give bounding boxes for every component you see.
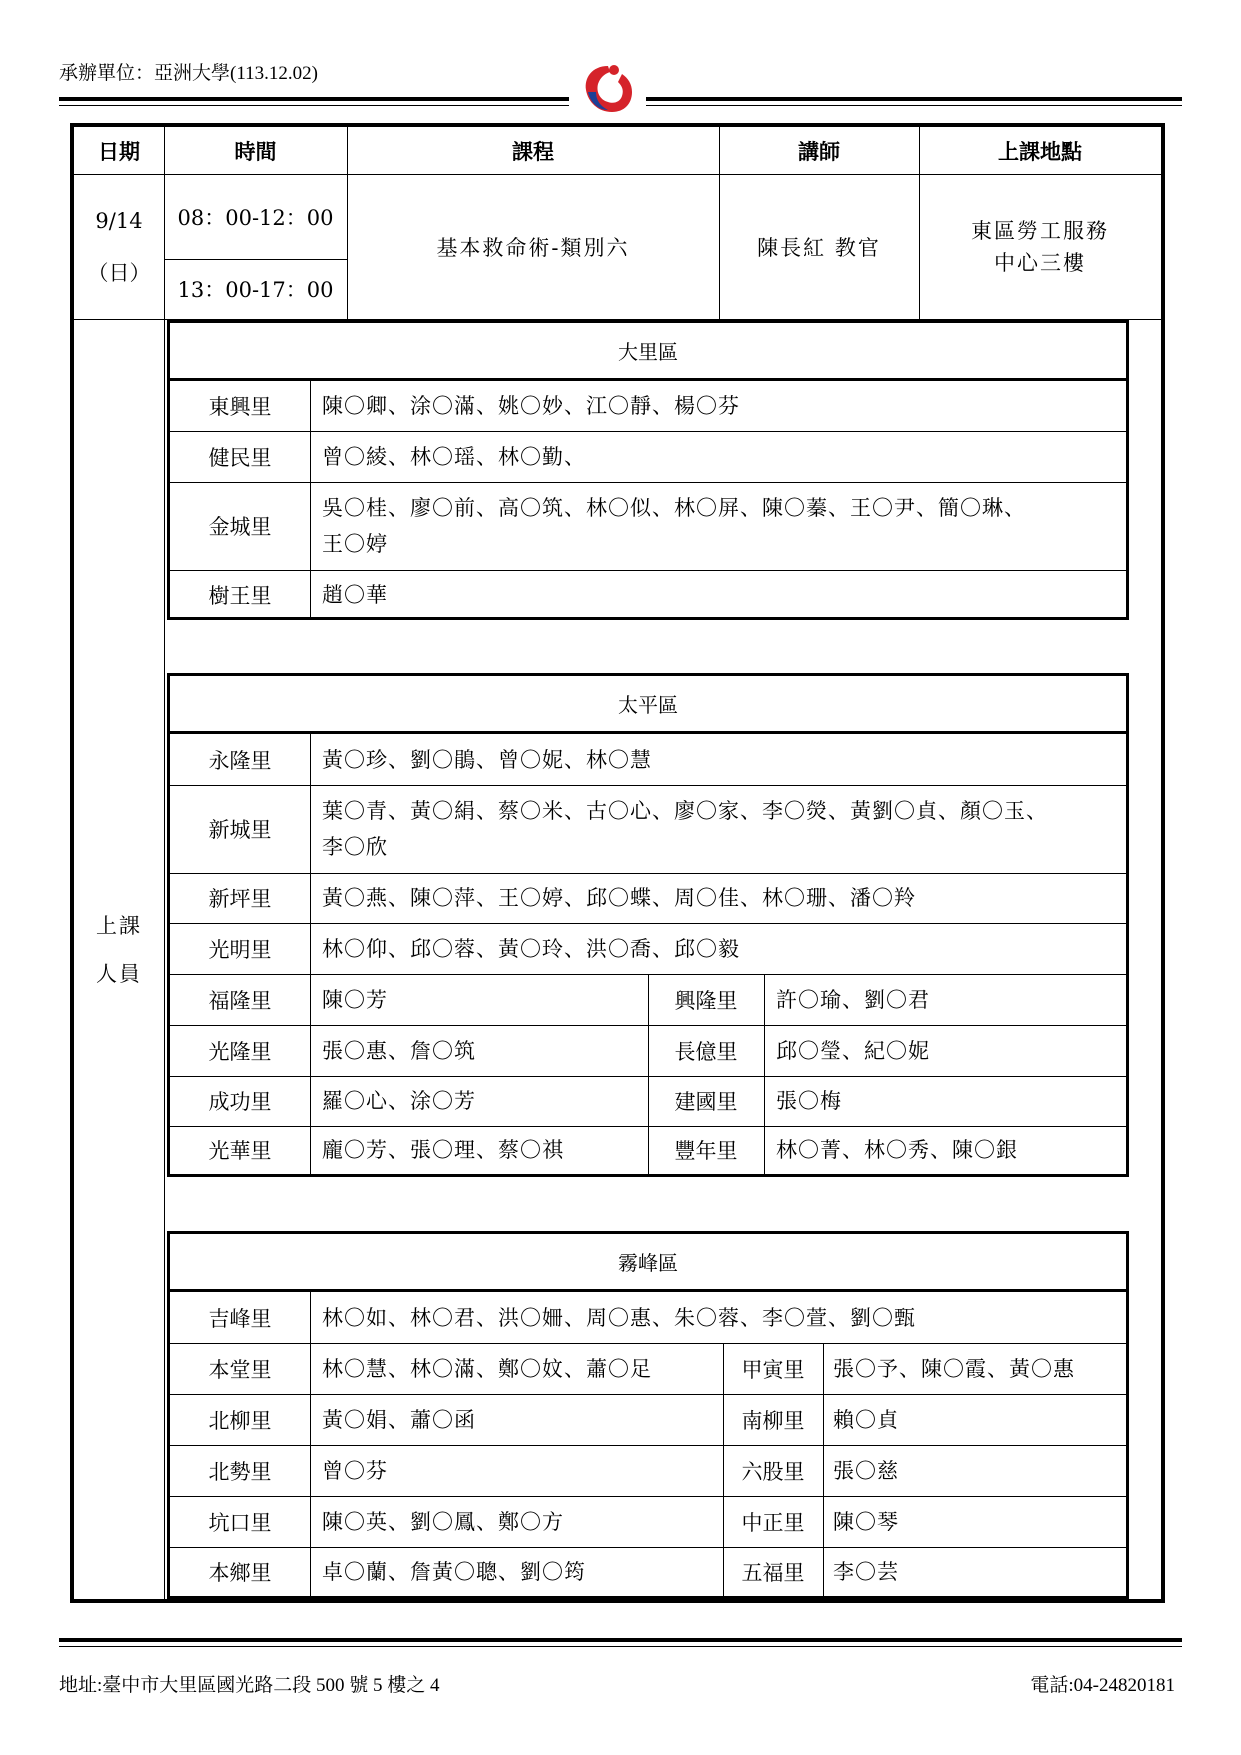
village-people: 黃〇娟、蕭〇函 [322, 1407, 476, 1432]
header-time: 時間 [234, 139, 277, 164]
village-people-line-2: 李〇欣 [322, 835, 388, 859]
village-people: 張〇慈 [833, 1458, 899, 1483]
village-label: 豐年里 [674, 1139, 738, 1163]
time-afternoon: 13：00-17：00 [177, 278, 334, 302]
village-people: 卓〇蘭、詹黃〇聰、劉〇筠 [322, 1560, 586, 1584]
dali-title: 大里區 [618, 340, 678, 364]
date-value: 9/14 [95, 208, 143, 233]
time-morning: 08：00-12：00 [177, 205, 334, 230]
village-label: 新城里 [208, 818, 272, 842]
village-label: 福隆里 [208, 988, 272, 1013]
village-label: 本鄉里 [208, 1561, 272, 1585]
village-label: 永隆里 [208, 748, 272, 773]
header-course: 課程 [512, 139, 554, 164]
weekday-value: （日） [87, 260, 151, 285]
village-people: 李〇芸 [833, 1560, 899, 1584]
attendees-label-line-1: 上課 [96, 914, 142, 938]
village-people-multiline [310, 482, 1126, 570]
village-label: 本堂里 [208, 1357, 272, 1382]
village-label: 南柳里 [741, 1408, 805, 1433]
taiping-title: 太平區 [618, 693, 678, 717]
header-rule-left [59, 97, 569, 101]
header-rule-left-thin [59, 105, 569, 106]
village-label: 坑口里 [208, 1510, 272, 1535]
village-label: 甲寅里 [741, 1357, 805, 1382]
village-label: 建國里 [674, 1090, 738, 1114]
village-people-line-1: 吳〇桂、廖〇前、高〇筑、林〇似、林〇屏、陳〇蓁、王〇尹、簡〇琳、 [322, 496, 1026, 520]
village-people: 曾〇綾、林〇瑶、林〇勤、 [322, 444, 586, 469]
logo-icon [578, 62, 638, 118]
village-label: 吉峰里 [208, 1306, 272, 1331]
village-people: 許〇瑜、劉〇君 [776, 987, 930, 1012]
village-label: 光明里 [208, 937, 272, 962]
village-people: 陳〇芳 [322, 987, 388, 1012]
village-people: 張〇惠、詹〇筑 [322, 1038, 476, 1063]
village-people: 陳〇琴 [833, 1509, 899, 1534]
header-teacher: 講師 [798, 139, 840, 164]
village-label: 成功里 [208, 1090, 272, 1114]
village-people: 趙〇華 [322, 583, 388, 607]
attendees-label-line-2: 人員 [96, 962, 142, 986]
village-label: 光隆里 [208, 1039, 272, 1064]
header-location: 上課地點 [998, 139, 1082, 164]
location-value [919, 174, 1161, 319]
attendees-label [74, 900, 164, 1000]
footer-rule-thin [59, 1646, 1182, 1647]
village-people: 林〇菁、林〇秀、陳〇銀 [776, 1138, 1018, 1162]
location-line-1: 東區勞工服務 [971, 218, 1109, 243]
village-people: 賴〇貞 [833, 1407, 899, 1432]
grid-line [164, 127, 165, 1599]
footer-phone: 電話:04-24820181 [1030, 1675, 1175, 1696]
village-label: 新坪里 [208, 887, 272, 911]
wufeng-title: 霧峰區 [618, 1251, 678, 1275]
village-people: 張〇予、陳〇霞、黃〇惠 [833, 1356, 1075, 1381]
village-label: 五福里 [741, 1561, 805, 1585]
village-label: 健民里 [208, 445, 272, 470]
village-people: 羅〇心、涂〇芳 [322, 1089, 476, 1113]
village-label: 光華里 [208, 1139, 272, 1163]
header-date: 日期 [98, 139, 140, 164]
course-name: 基本救命術-類別六 [436, 235, 630, 260]
taiping-district-table [167, 673, 1129, 1177]
village-label: 東興里 [208, 395, 272, 419]
organizer-header: 承辦單位：亞洲大學(113.12.02) [59, 63, 318, 84]
dali-district-table [167, 320, 1129, 620]
village-people: 張〇梅 [776, 1089, 842, 1113]
location-line-2: 中心三樓 [994, 250, 1086, 275]
village-people: 林〇仰、邱〇蓉、黃〇玲、洪〇喬、邱〇毅 [322, 936, 740, 961]
footer-rule [59, 1638, 1182, 1642]
village-people: 林〇如、林〇君、洪〇姍、周〇惠、朱〇蓉、李〇萱、劉〇甄 [322, 1305, 916, 1330]
village-label: 北柳里 [208, 1408, 272, 1433]
village-people-line-2: 王〇婷 [322, 532, 388, 556]
village-label: 樹王里 [208, 584, 272, 608]
village-people: 邱〇瑩、紀〇妮 [776, 1038, 930, 1063]
village-people: 林〇慧、林〇滿、鄭〇妏、蕭〇足 [322, 1356, 652, 1381]
village-people: 龐〇芳、張〇理、蔡〇祺 [322, 1138, 564, 1162]
village-people-line-1: 葉〇青、黃〇絹、蔡〇米、古〇心、廖〇家、李〇熒、黃劉〇貞、顏〇玉、 [322, 799, 1048, 823]
village-people: 黃〇燕、陳〇萍、王〇婷、邱〇蝶、周〇佳、林〇珊、潘〇羚 [322, 886, 916, 910]
village-label: 長億里 [674, 1039, 738, 1064]
village-people: 陳〇卿、涂〇滿、姚〇妙、江〇靜、楊〇芬 [322, 394, 740, 418]
course-date [74, 174, 164, 319]
village-label: 金城里 [208, 515, 272, 539]
village-label: 中正里 [741, 1510, 805, 1535]
village-people: 曾〇芬 [322, 1458, 388, 1483]
village-label: 北勢里 [208, 1459, 272, 1484]
village-people: 黃〇珍、劉〇鵑、曾〇妮、林〇慧 [322, 747, 652, 772]
village-people: 陳〇英、劉〇鳳、鄭〇方 [322, 1509, 564, 1534]
header-rule-right-thin [646, 105, 1182, 106]
header-rule-right [646, 97, 1182, 101]
village-label: 興隆里 [674, 988, 738, 1013]
village-label: 六股里 [741, 1459, 805, 1484]
wufeng-district-table [167, 1231, 1129, 1599]
village-people-multiline [310, 785, 1126, 873]
teacher-name: 陳長紅 教官 [757, 235, 881, 260]
footer-address: 地址:臺中市大里區國光路二段 500 號 5 樓之 4 [59, 1675, 440, 1696]
